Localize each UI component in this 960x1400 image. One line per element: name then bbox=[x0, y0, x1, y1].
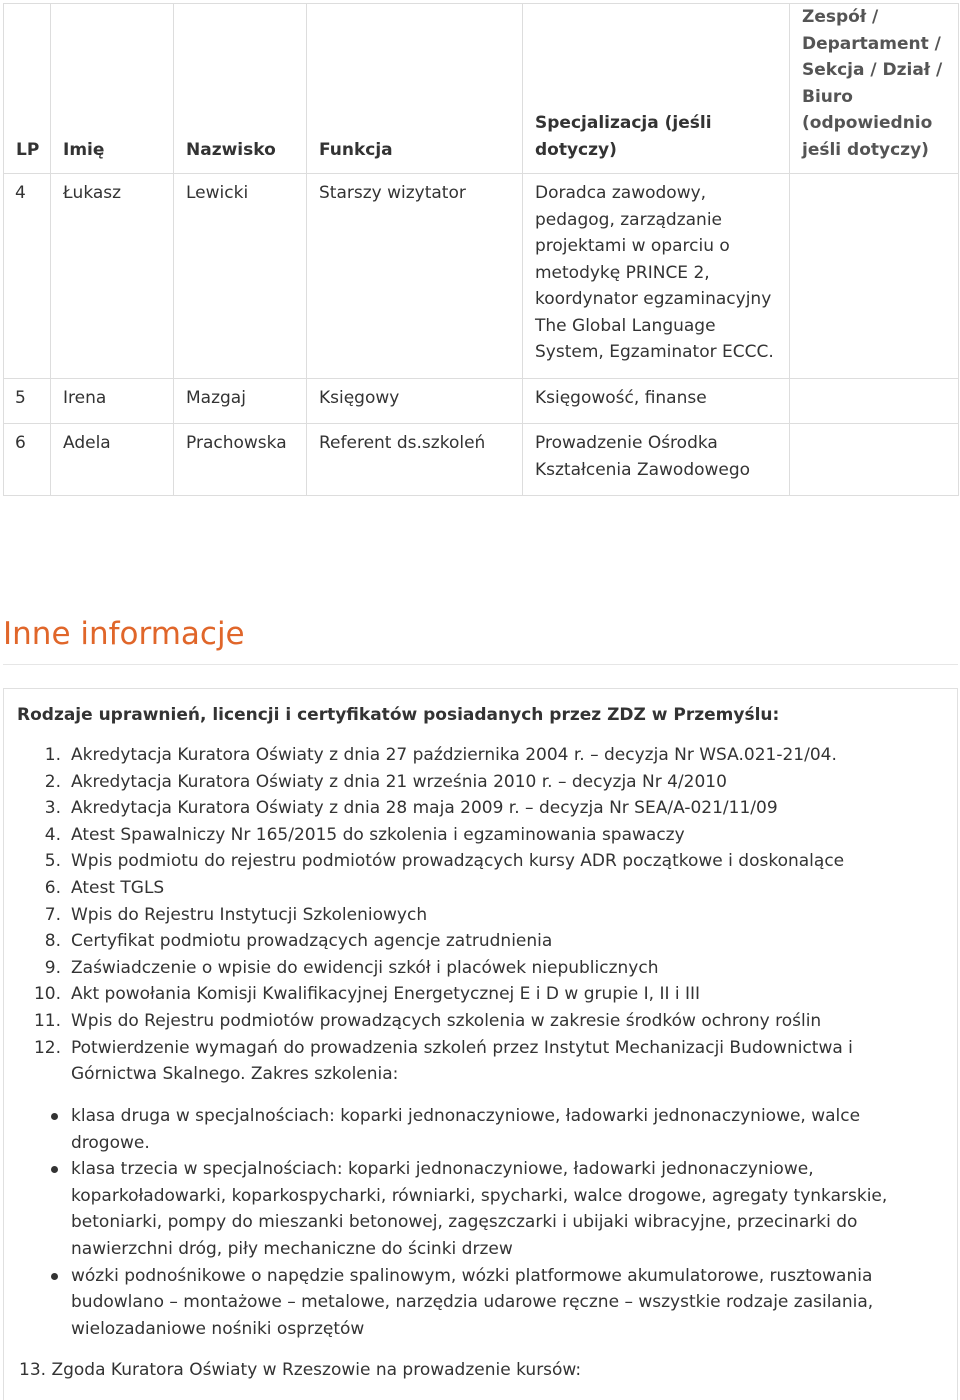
list-item-text: Atest TGLS bbox=[71, 877, 165, 898]
list-item-number: 8. bbox=[44, 931, 61, 952]
list-item bbox=[17, 1008, 937, 1035]
list-item-number: 12. bbox=[33, 1037, 61, 1058]
training-scope-list bbox=[17, 1103, 942, 1342]
cell-specialization: Prowadzenie Ośrodka Kształcenia Zawodowego bbox=[523, 424, 790, 496]
staff-table bbox=[3, 3, 959, 496]
list-item bbox=[17, 769, 937, 796]
bullet-item bbox=[17, 1156, 942, 1262]
list-item-text: Wpis do Rejestru Instytucji Szkoleniowych bbox=[71, 904, 428, 925]
cell-specialization: Doradca zawodowy, pedagog, zarządzanie projektami w oparciu o metodykę PRINCE 2, koordynator egzaminacyjny The Global Language System, Egzaminator ECCC. bbox=[523, 174, 790, 379]
cell-lp: 6 bbox=[4, 424, 51, 496]
cell-function: Księgowy bbox=[307, 378, 523, 424]
header-last-name: Nazwisko bbox=[174, 4, 307, 174]
list-item-number: 2. bbox=[44, 771, 61, 792]
list-item bbox=[17, 928, 937, 955]
cell-last-name: Lewicki bbox=[174, 174, 307, 379]
section-title: Inne informacje bbox=[3, 616, 245, 652]
list-item-number: 9. bbox=[44, 957, 61, 978]
table-row bbox=[4, 424, 959, 496]
table-row bbox=[4, 174, 959, 379]
list-item-text: Wpis podmiotu do rejestru podmiotów prowadzących kursy ADR początkowe i doskonalące bbox=[71, 851, 845, 872]
cell-last-name: Mazgaj bbox=[174, 378, 307, 424]
list-item bbox=[17, 955, 937, 982]
table-header-row bbox=[4, 4, 959, 174]
header-function: Funkcja bbox=[307, 4, 523, 174]
cell-function: Starszy wizytator bbox=[307, 174, 523, 379]
list-item bbox=[17, 902, 937, 929]
list-item-text: Akredytacja Kuratora Oświaty z dnia 28 maja 2009 r. – decyzja Nr SEA/A-021/11/09 bbox=[71, 798, 778, 819]
bullet-dot-icon bbox=[51, 1273, 58, 1280]
header-department: Zespół / Departament / Sekcja / Dział / Biuro (odpowiednio jeśli dotyczy) bbox=[790, 4, 959, 174]
list-item-number: 11. bbox=[33, 1010, 61, 1031]
licenses-list bbox=[17, 742, 937, 1088]
section-divider bbox=[3, 664, 958, 665]
header-first-name: Imię bbox=[51, 4, 174, 174]
list-item-13: 13. Zgoda Kuratora Oświaty w Rzeszowie na prowadzenie kursów: bbox=[19, 1360, 582, 1380]
cell-department bbox=[790, 174, 959, 379]
list-item-text: Zaświadczenie o wpisie do ewidencji szkół i placówek niepublicznych bbox=[71, 957, 659, 978]
list-item-text: Akredytacja Kuratora Oświaty z dnia 27 października 2004 r. – decyzja Nr WSA.021-21/04. bbox=[71, 745, 837, 765]
cell-function: Referent ds.szkoleń bbox=[307, 424, 523, 496]
list-item-number: 1. bbox=[44, 745, 61, 765]
list-item-text: Potwierdzenie wymagań do prowadzenia szkoleń przez Instytut Mechanizacji Budownictwa i Górnictwa Skalnego. Zakres szkolenia: bbox=[71, 1037, 853, 1085]
bullet-item bbox=[17, 1263, 942, 1343]
list-item-number: 3. bbox=[44, 798, 61, 819]
list-item bbox=[17, 822, 937, 849]
list-item-text: Wpis do Rejestru podmiotów prowadzących szkolenia w zakresie środków ochrony roślin bbox=[71, 1010, 822, 1031]
bullet-item-text: klasa trzecia w specjalnościach: koparki jednonaczyniowe, ładowarki jednonaczyniowe, koparkoładowarki, koparkospycharki, równiarki, spycharki, walce drogowe, agregaty tynkarskie, betoniarki, pompy do mieszanki betonowej, zagęszczarki i ubijaki wibracyjne, przecinarki do nawierzchni dróg, piły mechaniczne do ścinki drzew bbox=[71, 1159, 888, 1259]
cell-first-name: Irena bbox=[51, 378, 174, 424]
cell-first-name: Łukasz bbox=[51, 174, 174, 379]
cell-last-name: Prachowska bbox=[174, 424, 307, 496]
list-item-number: 5. bbox=[44, 851, 61, 872]
list-item-number: 4. bbox=[44, 824, 61, 845]
bullet-item-text: wózki podnośnikowe o napędzie spalinowym, wózki platformowe akumulatorowe, rusztowania budowlano – montażowe – metalowe, narzędzia udarowe ręczne – wszystkie rodzaje zasilania, wielozadaniowe nośniki osprzętów bbox=[71, 1265, 874, 1339]
header-lp: LP bbox=[4, 4, 51, 174]
list-item-text: Akredytacja Kuratora Oświaty z dnia 21 września 2010 r. – decyzja Nr 4/2010 bbox=[71, 771, 727, 792]
cell-department bbox=[790, 424, 959, 496]
list-item-text: Certyfikat podmiotu prowadzących agencje zatrudnienia bbox=[71, 931, 553, 952]
cell-lp: 5 bbox=[4, 378, 51, 424]
licenses-heading: Rodzaje uprawnień, licencji i certyfikatów posiadanych przez ZDZ w Przemyślu: bbox=[17, 705, 780, 725]
bullet-dot-icon bbox=[51, 1113, 58, 1120]
cell-specialization: Księgowość, finanse bbox=[523, 378, 790, 424]
bullet-dot-icon bbox=[51, 1166, 58, 1173]
cell-first-name: Adela bbox=[51, 424, 174, 496]
list-item bbox=[17, 848, 937, 875]
list-item-text: Atest Spawalniczy Nr 165/2015 do szkolenia i egzaminowania spawaczy bbox=[71, 824, 685, 845]
list-item-number: 7. bbox=[44, 904, 61, 925]
list-item bbox=[17, 795, 937, 822]
header-specialization: Specjalizacja (jeśli dotyczy) bbox=[523, 4, 790, 174]
table-row bbox=[4, 378, 959, 424]
list-item bbox=[17, 742, 937, 769]
bullet-item-text: klasa druga w specjalnościach: koparki jednonaczyniowe, ładowarki jednonaczyniowe, walce drogowe. bbox=[71, 1106, 861, 1153]
list-item bbox=[17, 1035, 937, 1088]
list-item bbox=[17, 875, 937, 902]
cell-department bbox=[790, 378, 959, 424]
cell-lp: 4 bbox=[4, 174, 51, 379]
list-item-text: Akt powołania Komisji Kwalifikacyjnej Energetycznej E i D w grupie I, II i III bbox=[71, 984, 701, 1005]
list-item-number: 10. bbox=[33, 984, 61, 1005]
bullet-item bbox=[17, 1103, 942, 1156]
list-item bbox=[17, 981, 937, 1008]
list-item-number: 6. bbox=[44, 877, 61, 898]
